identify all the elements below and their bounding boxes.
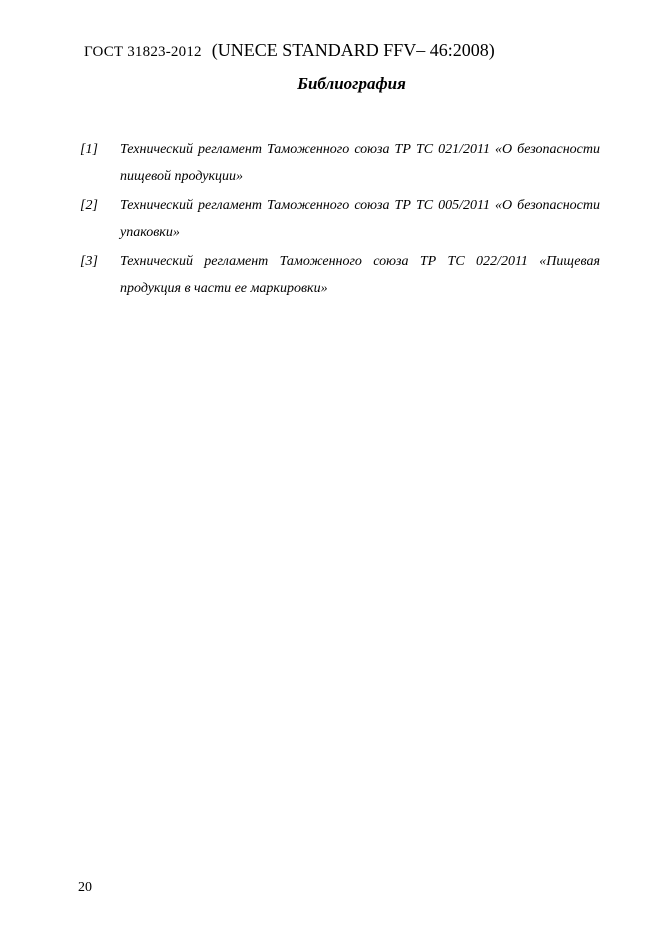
bibliography-list bbox=[80, 136, 600, 304]
bibliography-entry-text: Технический регламент Таможенного союза ТР ТС 021/2011 «О безопасности пищевой продукции» bbox=[120, 142, 600, 184]
bibliography-entry bbox=[80, 248, 600, 302]
standard-reference: (UNECE STANDARD FFV– 46:2008) bbox=[211, 40, 495, 60]
bibliography-entry bbox=[80, 136, 600, 190]
standard-code: ГОСТ 31823-2012 bbox=[84, 44, 202, 60]
bibliography-entry-number: [3] bbox=[80, 254, 98, 269]
bibliography-entry-text: Технический регламент Таможенного союза ТР ТС 005/2011 «О безопасности упаковки» bbox=[120, 198, 600, 240]
bibliography-entry-number: [1] bbox=[80, 142, 98, 157]
page-number: 20 bbox=[78, 880, 92, 895]
bibliography-entry bbox=[80, 192, 600, 246]
bibliography-entry-text: Технический регламент Таможенного союза ТР ТС 022/2011 «Пищевая продукция в части ее маркировки» bbox=[120, 254, 600, 296]
section-title: Библиография bbox=[297, 74, 406, 93]
page-header bbox=[84, 40, 495, 61]
bibliography-entry-number: [2] bbox=[80, 198, 98, 213]
